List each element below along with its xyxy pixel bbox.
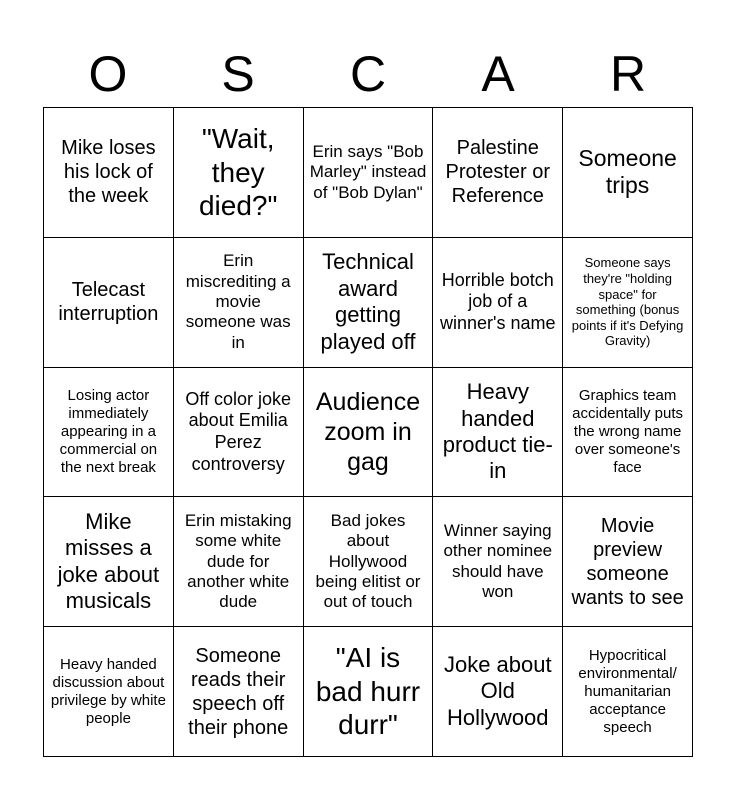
bingo-cell-text: Someone says they're "holding space" for something (bonus points if it's Defying Gravity) <box>571 255 684 349</box>
bingo-cell-text: Erin miscrediting a movie someone was in <box>185 251 291 352</box>
bingo-cell[interactable] <box>563 108 693 238</box>
bingo-cell-text: Someone reads their speech off their phone <box>188 644 289 739</box>
bingo-cell-text: Telecast interruption <box>58 279 159 326</box>
bingo-cell[interactable] <box>563 238 693 368</box>
bingo-cell-text: "Wait, they died?" <box>198 123 278 222</box>
bingo-cell[interactable] <box>304 627 434 757</box>
header-letter-s: S <box>221 46 255 102</box>
bingo-cell-text: Palestine Protester or Reference <box>445 137 551 208</box>
bingo-header <box>43 40 693 108</box>
bingo-cell-text: Horrible botch job of a winner's name <box>440 269 556 333</box>
bingo-cell-text: "AI is bad hurr durr" <box>315 642 421 741</box>
bingo-cell[interactable] <box>563 497 693 627</box>
bingo-cell-text: Mike loses his lock of the week <box>61 137 156 208</box>
bingo-cell[interactable] <box>304 238 434 368</box>
bingo-cell[interactable] <box>174 368 304 498</box>
bingo-cell[interactable] <box>304 368 434 498</box>
bingo-cell[interactable] <box>433 238 563 368</box>
header-letter-c: C <box>349 46 387 102</box>
bingo-cell-text: Someone trips <box>578 144 677 199</box>
bingo-cell-text: Erin says "Bob Marley" instead of "Bob Dylan" <box>309 141 427 202</box>
bingo-cell[interactable] <box>433 497 563 627</box>
bingo-cell-text: Bad jokes about Hollywood being elitist or out of touch <box>315 510 421 612</box>
bingo-board <box>43 107 693 757</box>
bingo-cell-text: Off color joke about Emilia Perez controversy <box>185 388 292 474</box>
bingo-cell[interactable] <box>44 368 174 498</box>
bingo-cell-text: Heavy handed product tie-in <box>442 379 553 484</box>
header-letter-o: O <box>88 46 128 102</box>
bingo-cell[interactable] <box>174 238 304 368</box>
bingo-cell-text: Heavy handed discussion about privilege by white people <box>50 655 166 727</box>
bingo-cell[interactable] <box>174 627 304 757</box>
bingo-cell-text: Audience zoom in gag <box>315 387 421 476</box>
bingo-cell-text: Graphics team accidentally puts the wrong name over someone's face <box>572 386 684 476</box>
bingo-cell-text: Hypocritical environmental/ humanitarian acceptance speech <box>578 646 677 736</box>
bingo-cell[interactable] <box>174 497 304 627</box>
bingo-cell-text: Erin mistaking some white dude for another white dude <box>184 510 292 612</box>
bingo-cell-text: Mike misses a joke about musicals <box>57 509 160 614</box>
bingo-cell[interactable] <box>304 108 434 238</box>
bingo-cell[interactable] <box>174 108 304 238</box>
bingo-cell-text: Winner saying other nominee should have won <box>443 521 553 602</box>
header-letter-a: A <box>481 46 515 102</box>
bingo-cell[interactable] <box>44 238 174 368</box>
header-letter-r: R <box>609 46 647 102</box>
bingo-cell-text: Technical award getting played off <box>320 249 416 354</box>
bingo-cell[interactable] <box>563 368 693 498</box>
bingo-cell[interactable] <box>433 368 563 498</box>
bingo-cell[interactable] <box>563 627 693 757</box>
bingo-cell-text: Losing actor immediately appearing in a commercial on the next break <box>59 386 158 476</box>
bingo-cell[interactable] <box>304 497 434 627</box>
bingo-cell[interactable] <box>433 108 563 238</box>
bingo-cell-text: Joke about Old Hollywood <box>443 652 552 730</box>
bingo-cell[interactable] <box>433 627 563 757</box>
bingo-cell[interactable] <box>44 497 174 627</box>
bingo-cell[interactable] <box>44 108 174 238</box>
bingo-cell[interactable] <box>44 627 174 757</box>
bingo-cell-text: Movie preview someone wants to see <box>571 514 684 609</box>
